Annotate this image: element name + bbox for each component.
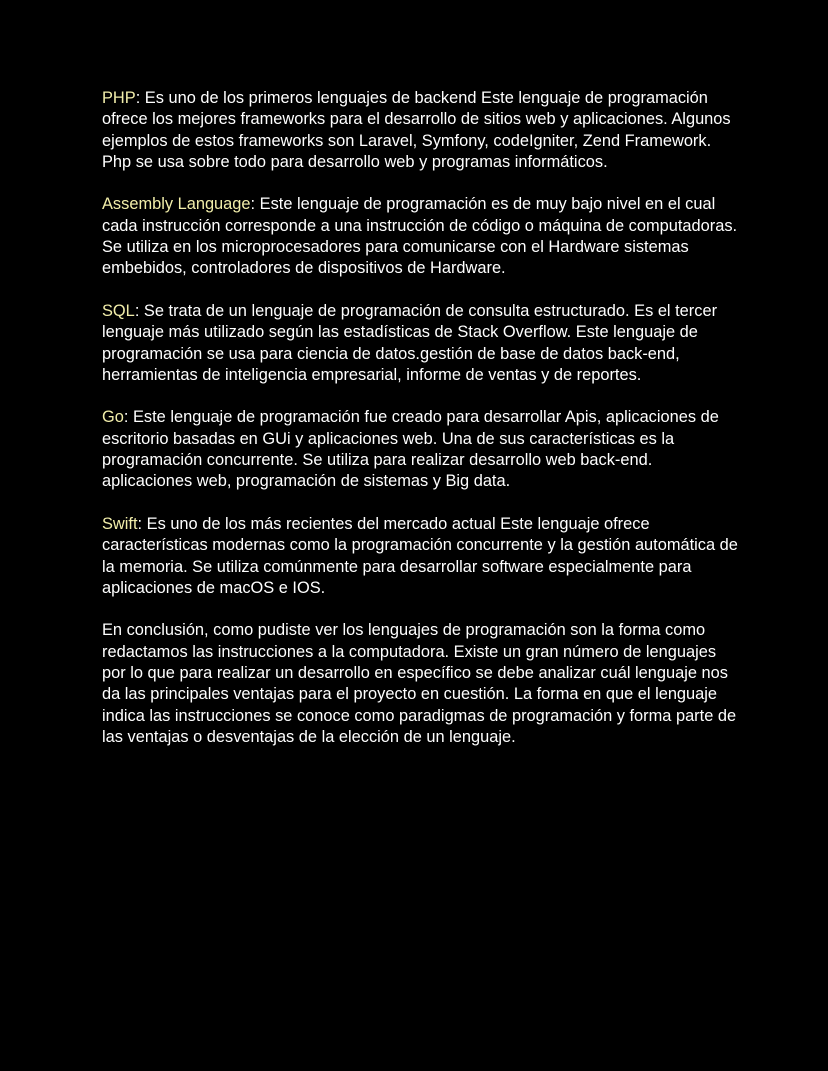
paragraph-conclusion: En conclusión, como pudiste ver los lenguajes de programación son la forma como redactamos las instrucciones a la computadora. Existe un gran número de lenguajes por lo que para realizar un desarrollo en específico se debe analizar cuál lenguaje nos da las principales ventajas para el proyecto en cuestión. La forma en que el lenguaje indica las instrucciones se conoce como paradigmas de programación y forma parte de las ventajas o desventajas de la elección de un lenguaje. xyxy=(102,621,737,746)
document-body xyxy=(102,88,742,770)
term-swift: Swift xyxy=(102,514,138,533)
paragraph-swift-text: : Es uno de los más recientes del mercado actual Este lenguaje ofrece características modernas como la programación concurrente y la gestión automática de la memoria. Se utiliza comúnmente para desarrollar software especialmente para aplicaciones de macOS e IOS. xyxy=(102,514,738,597)
paragraph-assembly-text: : Este lenguaje de programación es de muy bajo nivel en el cual cada instrucción corresponde a una instrucción de código o máquina de computadoras. Se utiliza en los microprocesadores para comunicarse con el Hardware sistemas embebidos, controladores de dispositivos de Hardware. xyxy=(102,195,738,278)
paragraph-sql xyxy=(102,301,742,386)
paragraph-go xyxy=(102,407,742,492)
term-php: PHP xyxy=(102,89,136,107)
paragraph-assembly xyxy=(102,194,742,279)
term-go: Go xyxy=(102,408,124,427)
term-assembly: Assembly Language xyxy=(102,195,251,214)
paragraph-swift xyxy=(102,514,742,599)
paragraph-go-text: : Este lenguaje de programación fue creado para desarrollar Apis, aplicaciones de escritorio basadas en GUi y aplicaciones web. Una de sus características es la programación concurrente. Se utiliza para realizar desarrollo web back-end. aplicaciones web, programación de sistemas y Big data. xyxy=(102,408,719,491)
paragraph-php-text: : Es uno de los primeros lenguajes de backend Este lenguaje de programación ofrece los mejores frameworks para el desarrollo de sitios web y aplicaciones. Algunos ejemplos de estos frameworks son Laravel, Symfony, codeIgniter, Zend Framework. Php se usa sobre todo para desarrollo web y programas informáticos. xyxy=(102,89,731,171)
paragraph-php xyxy=(102,88,742,173)
term-sql: SQL xyxy=(102,301,135,320)
paragraph-sql-text: : Se trata de un lenguaje de programación de consulta estructurado. Es el tercer lenguaje más utilizado según las estadísticas de Stack Overflow. Este lenguaje de programación se usa para ciencia de datos.gestión de base de datos back-end, herramientas de inteligencia empresarial, informe de ventas y de reportes. xyxy=(102,301,718,384)
